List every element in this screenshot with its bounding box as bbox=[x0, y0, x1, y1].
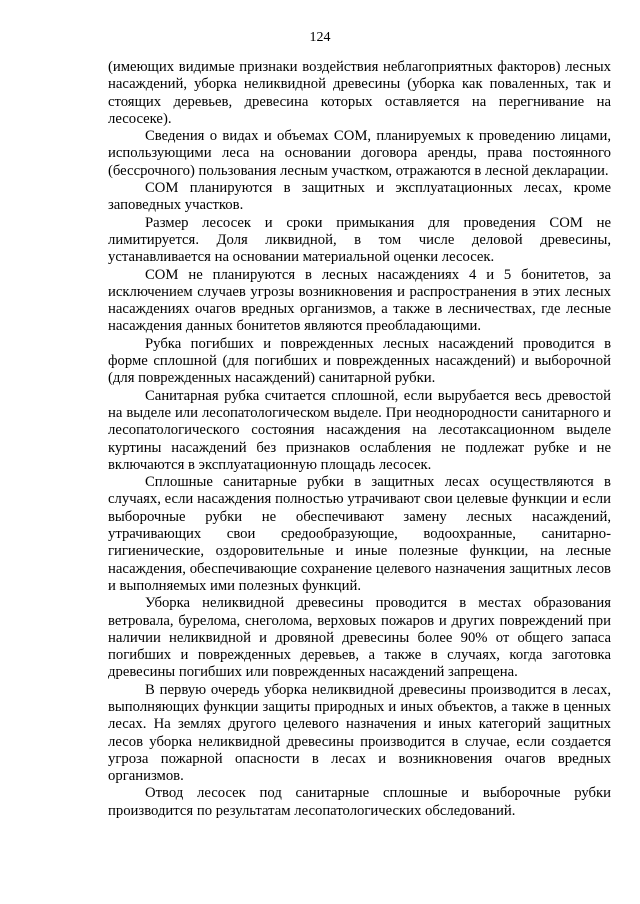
paragraph-unmarketable-wood: Уборка неликвидной древесины проводится в местах образования ветровала, бурелома, снеголома, верховых пожаров и других повреждений при наличии неликвидной и дровяной древесины более 90% от общего запаса погибших и поврежденных деревьев, а также в случаях, когда заготовка древесины погибших или поврежденных насаждений запрещена. bbox=[108, 595, 611, 681]
paragraph-som-forests: СОМ планируются в защитных и эксплуатационных лесах, кроме заповедных участков. bbox=[108, 180, 611, 214]
paragraph-clear-sanitary-cutting: Санитарная рубка считается сплошной, если вырубается весь древостой на выделе или лесопатологическом выделе. При неоднородности санитарного и лесопатологического состояния насаждения на лесотаксационном выделе куртины насаждений без признаков ослабления не подлежат рубке и не включаются в эксплуатационную площадь лесосек. bbox=[108, 387, 611, 473]
paragraph-allocation: Отвод лесосек под санитарные сплошные и выборочные рубки производится по результатам лесопатологических обследований. bbox=[108, 785, 611, 819]
page-number: 124 bbox=[309, 30, 331, 45]
paragraph-cutting-area-size: Размер лесосек и сроки примыкания для проведения СОМ не лимитируется. Доля ликвидной, в том числе деловой древесины, устанавливается на основании материальной оценки лесосек. bbox=[108, 214, 611, 266]
paragraph-bonitet-exclusion: СОМ не планируются в лесных насаждениях 4 и 5 бонитетов, за исключением случаев угрозы возникновения и распространения в этих лесных насаждениях очагов вредных организмов, а также в лесничествах, где лесные насаждения данных бонитетов являются преобладающими. bbox=[108, 266, 611, 335]
paragraph-protective-forests: Сплошные санитарные рубки в защитных лесах осуществляются в случаях, если насаждения полностью утрачивают свои целевые функции и если выборочные рубки не обеспечивают замену лесных насаждений, утрачивающих свои средообразующие, водоохранные, санитарно-гигиенические, оздоровительные и иные полезные функции, на лесные насаждения, обеспечивающие сохранение целевого назначения защитных лесов и выполняемых ими полезных функций. bbox=[108, 474, 611, 594]
paragraph-priority-cleanup: В первую очередь уборка неликвидной древесины производится в лесах, выполняющих функции защиты природных и иных объектов, а также в ценных лесах. На землях другого целевого назначения и иных категорий защитных лесов уборка неликвидной древесины производится в случае, если создается угроза пожарной опасности в лесах и возникновения очагов вредных организмов. bbox=[108, 681, 611, 785]
paragraph-continuation: (имеющих видимые признаки воздействия неблагоприятных факторов) лесных насаждений, уборка неликвидной древесины (уборка как поваленных, так и стоящих деревьев, древесина которых оставляется на перегнивание на лесосеке). bbox=[108, 59, 611, 127]
paragraph-sanitary-cutting-forms: Рубка погибших и поврежденных лесных насаждений проводится в форме сплошной (для погибших и поврежденных насаждений) и выборочной (для поврежденных насаждений) санитарной рубки. bbox=[108, 335, 611, 387]
page-body bbox=[108, 59, 611, 820]
paragraph-som-declaration: Сведения о видах и объемах СОМ, планируемых к проведению лицами, использующими леса на основании договора аренды, права постоянного (бессрочного) пользования лесным участком, отражаются в лесной декларации. bbox=[108, 128, 611, 179]
